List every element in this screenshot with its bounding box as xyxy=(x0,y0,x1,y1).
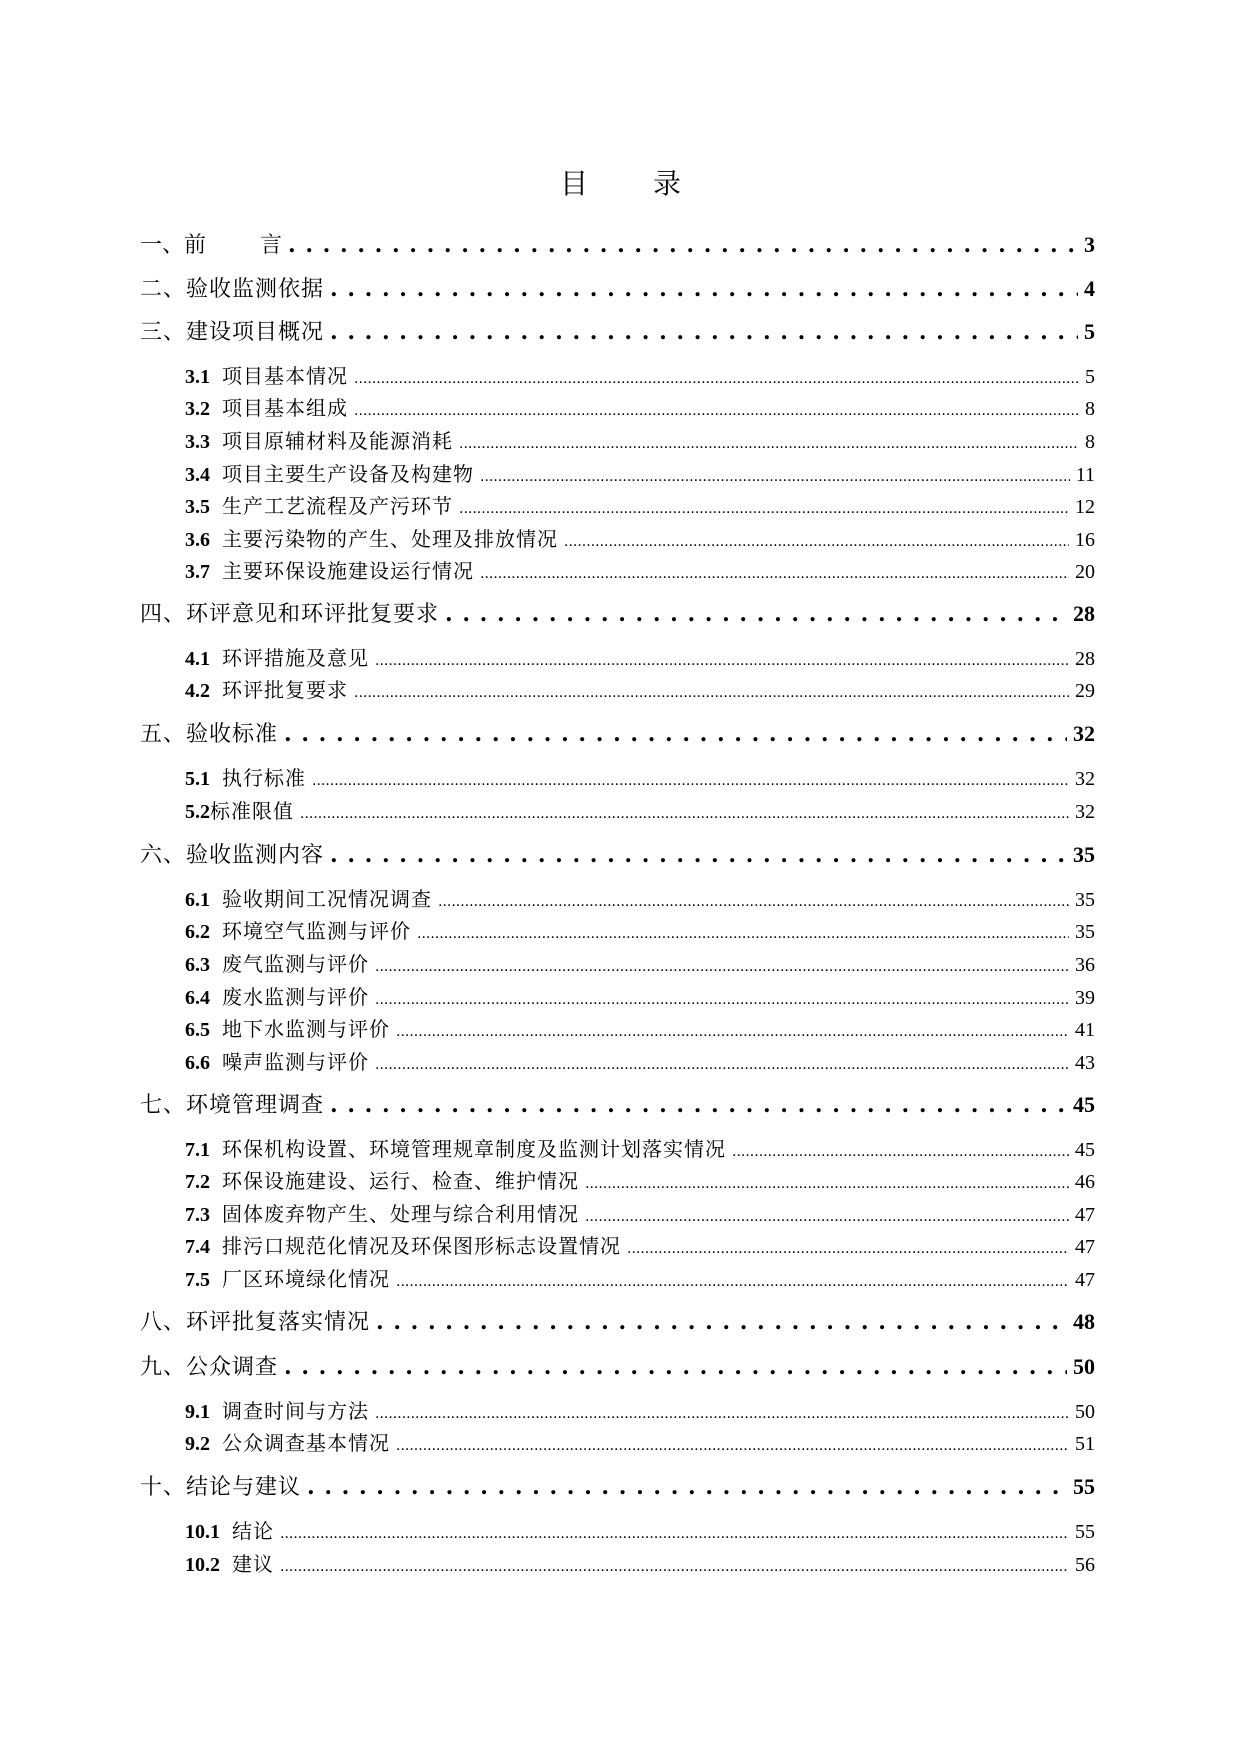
toc-entry-text: 一、前 言 xyxy=(140,233,283,258)
toc-entry-3-1[interactable] xyxy=(185,361,1095,391)
toc-entry-text: 环评措施及意见 xyxy=(222,646,369,670)
section-number: 6.1 xyxy=(185,889,210,911)
toc-entry-3-4[interactable] xyxy=(185,459,1095,489)
page-number: 16 xyxy=(1075,529,1095,551)
toc-entry-text: 六、验收监测内容 xyxy=(140,843,325,868)
page-number: 35 xyxy=(1073,842,1095,867)
toc-entry-1[interactable] xyxy=(140,229,1095,261)
dot-leader xyxy=(307,1471,1067,1504)
toc-entry-text: 验收期间工况情况调查 xyxy=(222,887,432,911)
toc-entry-text: 环保设施建设、运行、检查、维护情况 xyxy=(222,1169,579,1193)
page-number: 41 xyxy=(1075,1019,1095,1041)
section-number: 7.2 xyxy=(185,1171,210,1193)
toc-entry-text: 环境空气监测与评价 xyxy=(222,919,411,943)
dot-leader xyxy=(732,1134,1069,1167)
dot-leader xyxy=(354,675,1069,708)
section-number: 6.6 xyxy=(185,1052,210,1074)
toc-entry-text: 主要环保设施建设运行情况 xyxy=(222,559,474,583)
toc-entry-text: 项目主要生产设备及构建物 xyxy=(222,462,474,486)
toc-entry-text: 结论 xyxy=(232,1519,274,1543)
page-number: 12 xyxy=(1075,496,1095,518)
toc-entry-6-6[interactable] xyxy=(185,1047,1095,1077)
dot-leader xyxy=(280,1516,1069,1549)
toc-entry-8[interactable] xyxy=(140,1306,1095,1338)
section-number: 5.2 xyxy=(185,801,210,823)
page-number: 35 xyxy=(1075,889,1095,911)
section-number: 3.4 xyxy=(185,464,210,486)
dot-leader xyxy=(284,1351,1067,1384)
dot-leader xyxy=(375,982,1069,1015)
dot-leader xyxy=(284,718,1067,751)
toc-entry-text: 噪声监测与评价 xyxy=(222,1050,369,1074)
page-number: 46 xyxy=(1075,1171,1095,1193)
toc-entry-7-4[interactable] xyxy=(185,1231,1095,1261)
dot-leader xyxy=(459,491,1069,524)
section-number: 3.2 xyxy=(185,398,210,420)
toc-entry-9-1[interactable] xyxy=(185,1396,1095,1426)
toc-entry-text: 九、公众调查 xyxy=(140,1355,279,1380)
toc-entry-6-3[interactable] xyxy=(185,949,1095,979)
page-number: 35 xyxy=(1075,921,1095,943)
toc-entry-6-4[interactable] xyxy=(185,982,1095,1012)
toc-entry-2[interactable] xyxy=(140,273,1095,305)
page-number: 8 xyxy=(1085,398,1095,420)
dot-leader xyxy=(375,643,1069,676)
dot-leader xyxy=(312,763,1069,796)
dot-leader xyxy=(354,393,1079,426)
page-number: 28 xyxy=(1073,601,1095,626)
toc-entry-text: 废气监测与评价 xyxy=(222,952,369,976)
section-number: 3.1 xyxy=(185,366,210,388)
page-number: 32 xyxy=(1075,801,1095,823)
toc-entry-7-5[interactable] xyxy=(185,1264,1095,1294)
section-number: 10.1 xyxy=(185,1521,220,1543)
toc-entry-text: 环保机构设置、环境管理规章制度及监测计划落实情况 xyxy=(222,1137,726,1161)
page-title: 目 录 xyxy=(560,167,709,200)
toc-entry-3-3[interactable] xyxy=(185,426,1095,456)
page-number: 55 xyxy=(1073,1474,1095,1499)
toc-entry-9-2[interactable] xyxy=(185,1428,1095,1458)
dot-leader xyxy=(376,1306,1067,1339)
dot-leader xyxy=(445,598,1067,631)
dot-leader xyxy=(330,273,1078,306)
page-number: 50 xyxy=(1075,1401,1095,1423)
dot-leader xyxy=(330,316,1078,349)
toc-entry-text: 八、环评批复落实情况 xyxy=(140,1310,371,1335)
toc-entry-text: 五、验收标准 xyxy=(140,722,279,747)
section-number: 9.2 xyxy=(185,1433,210,1455)
toc-entry-3[interactable] xyxy=(140,316,1095,348)
toc-entry-text: 主要污染物的产生、处理及排放情况 xyxy=(222,527,558,551)
page-number: 39 xyxy=(1075,987,1095,1009)
page-number: 56 xyxy=(1075,1554,1095,1576)
toc-entry-6-5[interactable] xyxy=(185,1014,1095,1044)
toc-entry-3-5[interactable] xyxy=(185,491,1095,521)
toc-entry-text: 生产工艺流程及产污环节 xyxy=(222,494,453,518)
toc-entry-text: 厂区环境绿化情况 xyxy=(222,1267,390,1291)
toc-entry-6[interactable] xyxy=(140,839,1095,871)
dot-leader xyxy=(375,1396,1069,1429)
section-number: 6.3 xyxy=(185,954,210,976)
page-number: 45 xyxy=(1075,1139,1095,1161)
toc-entry-text: 排污口规范化情况及环保图形标志设置情况 xyxy=(222,1234,621,1258)
toc-entry-text: 废水监测与评价 xyxy=(222,985,369,1009)
dot-leader xyxy=(300,796,1069,829)
dot-leader xyxy=(627,1231,1069,1264)
toc-entry-text: 七、环境管理调查 xyxy=(140,1093,325,1118)
section-number: 10.2 xyxy=(185,1554,220,1576)
section-number: 6.4 xyxy=(185,987,210,1009)
page-number: 43 xyxy=(1075,1052,1095,1074)
page-number: 29 xyxy=(1075,680,1095,702)
toc-entry-6-2[interactable] xyxy=(185,916,1095,946)
toc-entry-3-6[interactable] xyxy=(185,524,1095,554)
section-number: 6.5 xyxy=(185,1019,210,1041)
dot-leader xyxy=(438,884,1069,917)
dot-leader xyxy=(585,1199,1069,1232)
page-number: 3 xyxy=(1084,232,1095,257)
dot-leader xyxy=(330,839,1067,872)
page-number: 45 xyxy=(1073,1092,1095,1117)
dot-leader xyxy=(459,426,1079,459)
dot-leader xyxy=(480,556,1069,589)
page-number: 32 xyxy=(1075,768,1095,790)
section-number: 4.1 xyxy=(185,648,210,670)
toc-entry-text: 二、验收监测依据 xyxy=(140,277,325,302)
toc-entry-text: 标准限值 xyxy=(210,799,294,823)
dot-leader xyxy=(396,1014,1069,1047)
toc-entry-4-2[interactable] xyxy=(185,675,1095,705)
toc-entry-10-1[interactable] xyxy=(185,1516,1095,1546)
toc-entry-text: 项目基本情况 xyxy=(222,364,348,388)
page-number: 50 xyxy=(1073,1354,1095,1379)
dot-leader xyxy=(396,1428,1069,1461)
toc-entry-5-2[interactable] xyxy=(185,796,1095,826)
toc-entry-text: 三、建设项目概况 xyxy=(140,320,325,345)
dot-leader xyxy=(564,524,1069,557)
page-number: 4 xyxy=(1084,276,1095,301)
dot-leader xyxy=(396,1264,1069,1297)
toc-entry-text: 项目原辅材料及能源消耗 xyxy=(222,429,453,453)
toc-entry-7-2[interactable] xyxy=(185,1166,1095,1196)
toc-entry-text: 环评批复要求 xyxy=(222,678,348,702)
page-number: 5 xyxy=(1085,366,1095,388)
page-number: 36 xyxy=(1075,954,1095,976)
toc-entry-4[interactable] xyxy=(140,598,1095,630)
section-number: 3.5 xyxy=(185,496,210,518)
page-number: 20 xyxy=(1075,561,1095,583)
dot-leader xyxy=(330,1089,1067,1122)
page-number: 47 xyxy=(1075,1269,1095,1291)
page-number: 11 xyxy=(1075,464,1095,486)
page-number: 5 xyxy=(1084,319,1095,344)
dot-leader xyxy=(480,459,1070,492)
section-number: 7.3 xyxy=(185,1204,210,1226)
page-number: 8 xyxy=(1085,431,1095,453)
section-number: 4.2 xyxy=(185,680,210,702)
section-number: 6.2 xyxy=(185,921,210,943)
toc-entry-5[interactable] xyxy=(140,718,1095,750)
toc-entry-4-1[interactable] xyxy=(185,643,1095,673)
page-number: 47 xyxy=(1075,1204,1095,1226)
dot-leader xyxy=(375,949,1069,982)
page-number: 32 xyxy=(1073,721,1095,746)
page-number: 48 xyxy=(1073,1309,1095,1334)
toc-entry-5-1[interactable] xyxy=(185,763,1095,793)
section-number: 7.5 xyxy=(185,1269,210,1291)
section-number: 9.1 xyxy=(185,1401,210,1423)
dot-leader xyxy=(375,1047,1069,1080)
dot-leader xyxy=(288,229,1078,262)
toc-entry-3-2[interactable] xyxy=(185,393,1095,423)
toc-entry-text: 建议 xyxy=(232,1552,274,1576)
toc-entry-7[interactable] xyxy=(140,1089,1095,1121)
toc-entry-10[interactable] xyxy=(140,1471,1095,1503)
page-number: 51 xyxy=(1075,1433,1095,1455)
toc-entry-text: 四、环评意见和环评批复要求 xyxy=(140,602,440,627)
toc-entry-9[interactable] xyxy=(140,1351,1095,1383)
page-number: 47 xyxy=(1075,1236,1095,1258)
toc-entry-text: 项目基本组成 xyxy=(222,396,348,420)
page-number: 28 xyxy=(1075,648,1095,670)
toc-entry-text: 固体废弃物产生、处理与综合利用情况 xyxy=(222,1202,579,1226)
toc-entry-text: 十、结论与建议 xyxy=(140,1475,302,1500)
section-number: 5.1 xyxy=(185,768,210,790)
dot-leader xyxy=(354,361,1079,394)
section-number: 3.6 xyxy=(185,529,210,551)
toc-entry-7-3[interactable] xyxy=(185,1199,1095,1229)
section-number: 3.7 xyxy=(185,561,210,583)
toc-entry-10-2[interactable] xyxy=(185,1549,1095,1579)
section-number: 3.3 xyxy=(185,431,210,453)
dot-leader xyxy=(585,1166,1069,1199)
toc-entry-3-7[interactable] xyxy=(185,556,1095,586)
toc-entry-text: 公众调查基本情况 xyxy=(222,1431,390,1455)
toc-entry-text: 执行标准 xyxy=(222,766,306,790)
section-number: 7.1 xyxy=(185,1139,210,1161)
toc-entry-7-1[interactable] xyxy=(185,1134,1095,1164)
section-number: 7.4 xyxy=(185,1236,210,1258)
toc-entry-6-1[interactable] xyxy=(185,884,1095,914)
dot-leader xyxy=(417,916,1069,949)
toc-entry-text: 地下水监测与评价 xyxy=(222,1017,390,1041)
page-number: 55 xyxy=(1075,1521,1095,1543)
toc-entry-text: 调查时间与方法 xyxy=(222,1399,369,1423)
dot-leader xyxy=(280,1549,1069,1582)
